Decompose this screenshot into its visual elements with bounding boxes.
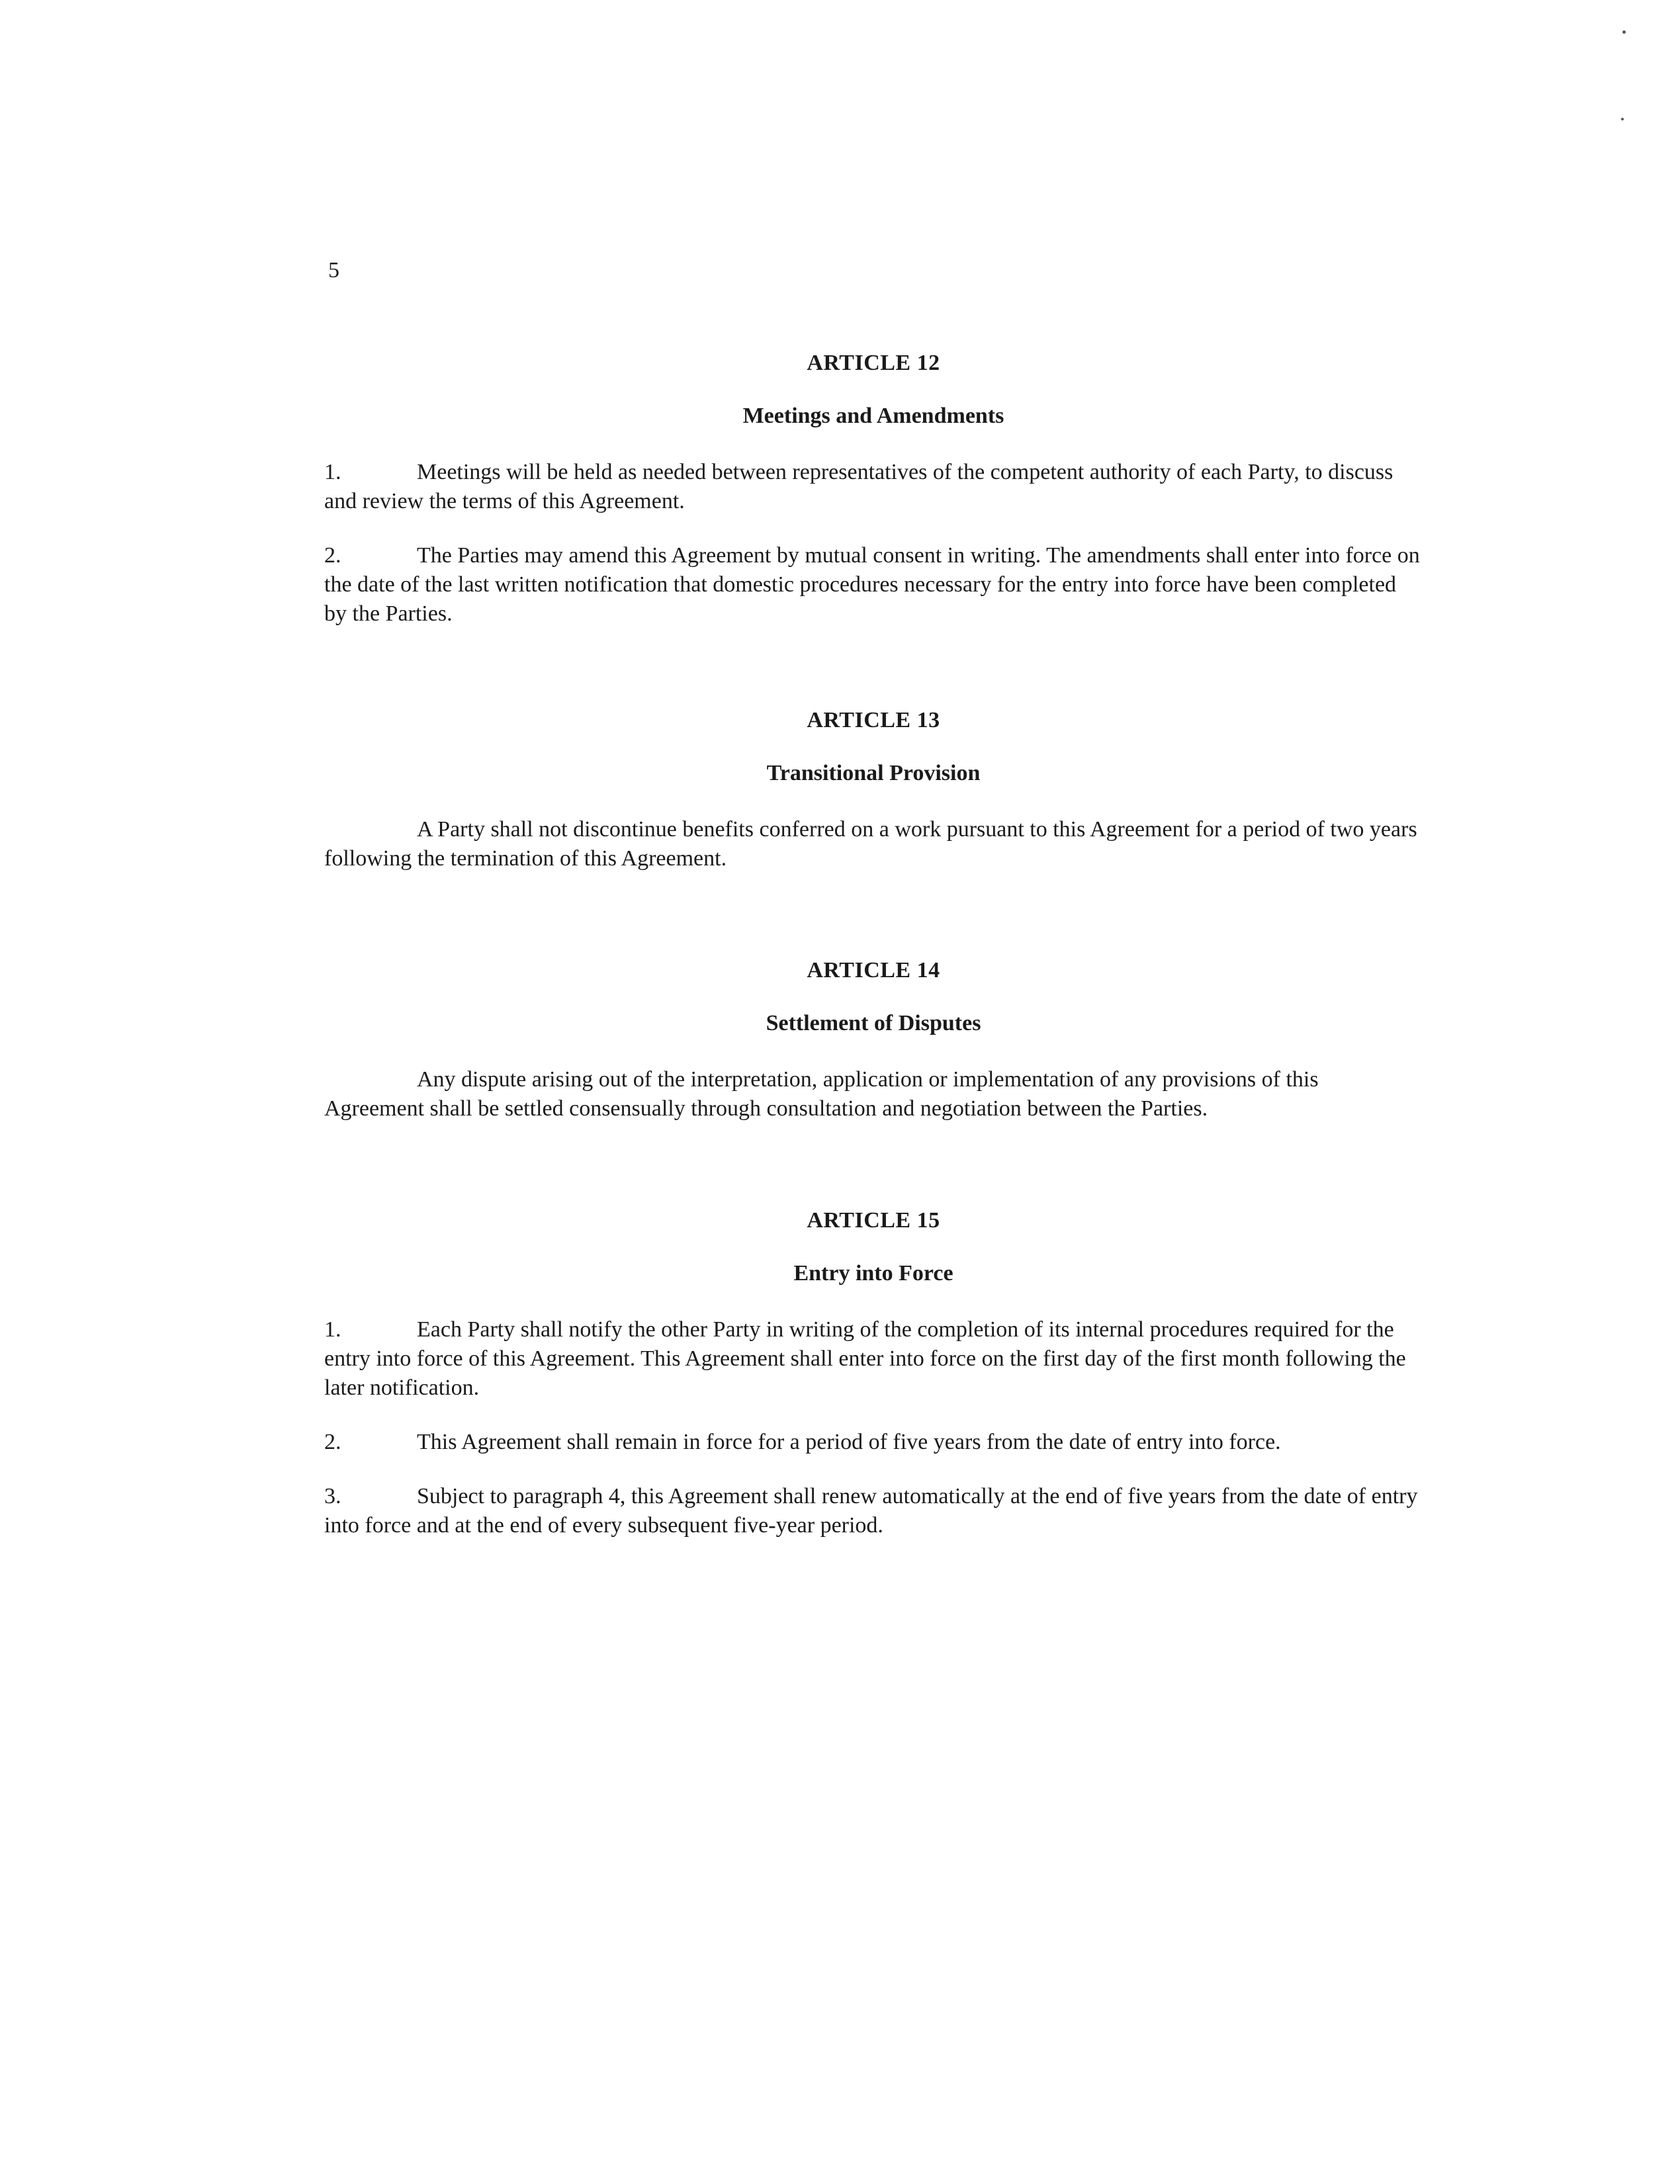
- paragraph-text: Meetings will be held as needed between representatives of the competent authority of each Party, to discuss and review the terms of this Agreement.: [324, 460, 1393, 513]
- article-title: Entry into Force: [793, 1261, 953, 1286]
- article-paragraph: [324, 1315, 1423, 1403]
- scan-speck-mark: [1622, 30, 1626, 34]
- article-paragraph: [324, 1428, 1423, 1457]
- article-paragraph: [324, 1482, 1423, 1540]
- paragraph-number: 3.: [324, 1484, 341, 1508]
- article-paragraph: [324, 541, 1423, 629]
- paragraph-text: This Agreement shall remain in force for a period of five years from the date of entry into force.: [417, 1430, 1281, 1454]
- scan-speck-mark: [1621, 118, 1624, 120]
- article-14: [324, 959, 1423, 1123]
- paragraph-number: 1.: [324, 1317, 341, 1342]
- paragraph-number: 2.: [324, 543, 341, 568]
- article-title: Settlement of Disputes: [766, 1011, 981, 1035]
- article-13: [324, 709, 1423, 873]
- article-title: Meetings and Amendments: [742, 404, 1004, 428]
- article-heading: ARTICLE 12: [807, 351, 940, 375]
- article-15: [324, 1209, 1423, 1540]
- article-heading: ARTICLE 13: [807, 708, 940, 732]
- article-paragraph: [324, 458, 1423, 516]
- article-title: Transitional Provision: [766, 761, 981, 785]
- paragraph-text: The Parties may amend this Agreement by mutual consent in writing. The amendments shall enter into force on the date of the last written notification that domestic procedures necessary for the entry into force have been completed by the Parties.: [324, 543, 1420, 626]
- paragraph-number: 2.: [324, 1430, 341, 1454]
- article-12: [324, 352, 1423, 629]
- article-paragraph: A Party shall not discontinue benefits conferred on a work pursuant to this Agreement for a period of two years following the termination of this Agreement.: [324, 817, 1417, 871]
- paragraph-text: Subject to paragraph 4, this Agreement shall renew automatically at the end of five years from the date of entry into force and at the end of every subsequent five-year period.: [324, 1484, 1418, 1538]
- paragraph-text: Each Party shall notify the other Party in writing of the completion of its internal procedures required for the entry into force of this Agreement. This Agreement shall enter into force on the first day of the first month following the later notification.: [324, 1317, 1406, 1400]
- article-heading: ARTICLE 15: [807, 1208, 940, 1233]
- article-heading: ARTICLE 14: [807, 958, 940, 983]
- paragraph-number: 1.: [324, 460, 341, 484]
- page-number: 5: [328, 258, 339, 283]
- article-paragraph: Any dispute arising out of the interpretation, application or implementation of any provisions of this Agreement shall be settled consensually through consultation and negotiation between the Parties.: [324, 1067, 1319, 1121]
